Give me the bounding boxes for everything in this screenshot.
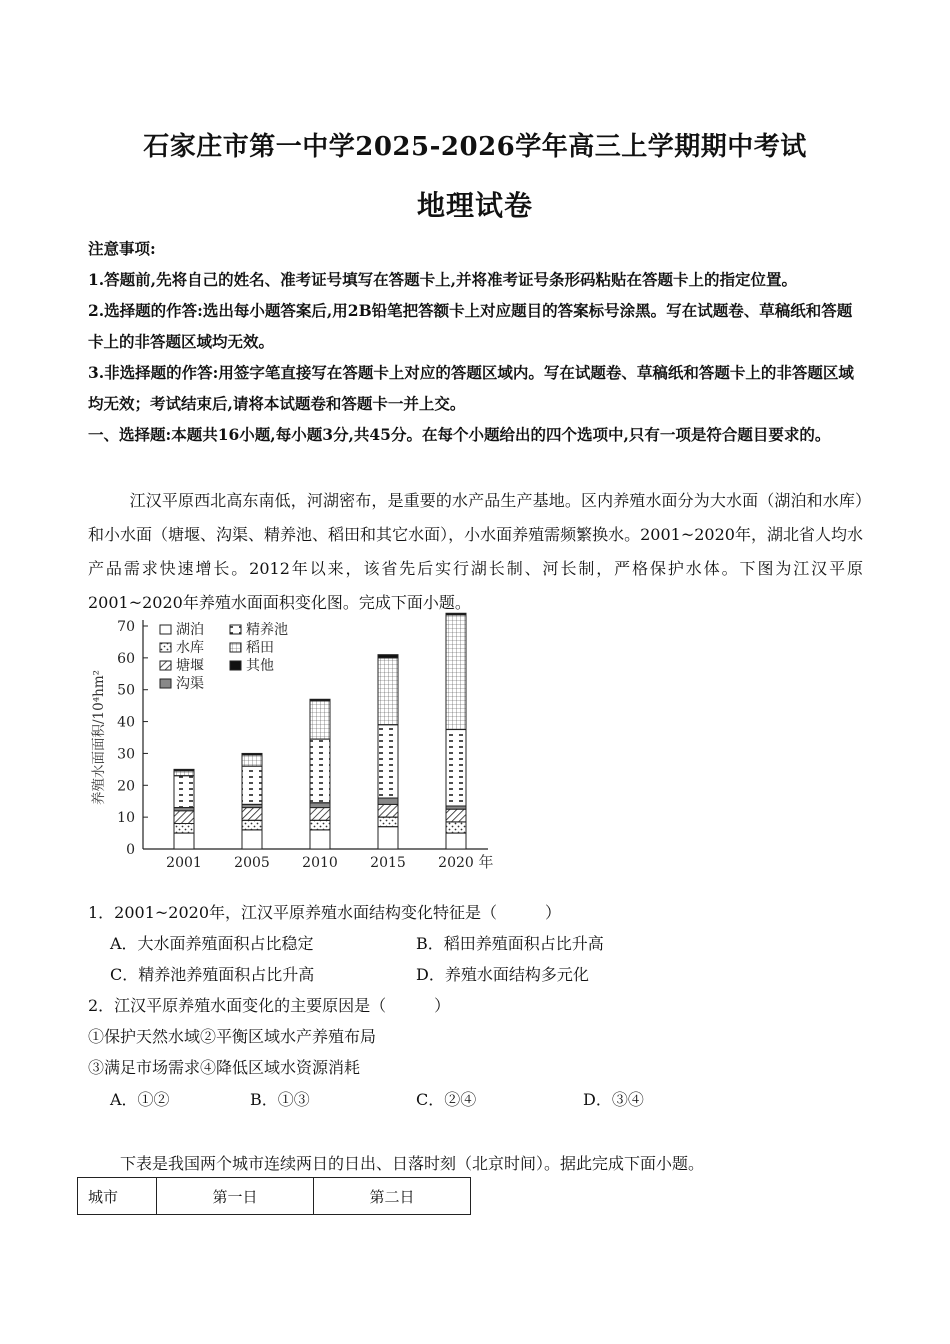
- bar-segment: [242, 808, 262, 821]
- x-tick-label: 2015: [370, 855, 406, 871]
- y-axis: [90, 619, 488, 858]
- passage-2: 下表是我国两个城市连续两日的日出、日落时刻（北京时间）。据此完成下面小题。: [120, 1154, 705, 1173]
- bar-segment: [446, 809, 466, 822]
- legend-label: 湖泊: [176, 622, 204, 638]
- legend-label: 稻田: [246, 640, 274, 656]
- y-tick-label: 0: [126, 842, 135, 858]
- sunrise-sunset-table: [77, 1177, 471, 1215]
- bar-segment: [446, 613, 466, 615]
- y-tick-label: 70: [117, 619, 135, 635]
- legend-swatch: [160, 679, 171, 688]
- bar-segment: [378, 655, 398, 658]
- bar-segment: [174, 833, 194, 849]
- y-tick-label: 40: [117, 714, 135, 731]
- bar-segment: [242, 820, 262, 830]
- note-item-3: 3.非选择题的作答:用签字笔直接写在答题卡上对应的答题区域内。写在试题卷、草稿纸和答题卡上的非答题区域均无效；考试结束后,请将本试题卷和答题卡一并上交。: [88, 363, 854, 413]
- notes-heading: 注意事项:: [88, 239, 156, 258]
- x-axis-label: 年: [478, 853, 494, 871]
- x-tick-label: 2010: [302, 855, 338, 871]
- y-tick-label: 50: [117, 682, 135, 699]
- legend-label: 水库: [176, 640, 204, 656]
- q2-line-1: ①保护天然水域②平衡区域水产养殖布局: [88, 1027, 377, 1046]
- q2-line-2: ③满足市场需求④降低区域水资源消耗: [88, 1058, 361, 1077]
- bar-group: [166, 613, 493, 871]
- bar-segment: [446, 833, 466, 849]
- section-instruction: 一、选择题:本题共16小题,每小题3分,共45分。在每个小题给出的四个选项中,只有一项是符合题目要求的。: [88, 425, 831, 444]
- legend-swatch: [160, 625, 171, 634]
- bar-segment: [310, 699, 330, 701]
- bar-segment: [310, 739, 330, 803]
- bar-segment: [242, 830, 262, 849]
- q2-option-d: D．③④: [583, 1090, 644, 1109]
- bar-segment: [378, 827, 398, 849]
- aquaculture-area-chart: [88, 612, 508, 874]
- bar-segment: [174, 771, 194, 776]
- legend-label: 精养池: [246, 622, 288, 638]
- legend-swatch: [230, 643, 241, 652]
- bar-segment: [242, 766, 262, 804]
- bar-segment: [378, 725, 398, 798]
- x-tick-label: 2001: [166, 855, 202, 871]
- bar-segment: [378, 804, 398, 817]
- note-item-2: 2.选择题的作答:选出每小题答案后,用2B铅笔把答额卡上对应题目的答案标号涂黑。写在试题卷、草稿纸和答题卡上的非答题区域均无效。: [88, 301, 853, 351]
- y-tick-label: 20: [117, 778, 135, 795]
- bar-segment: [310, 803, 330, 808]
- q1-option-d: D．养殖水面结构多元化: [416, 965, 589, 984]
- q2-option-b: B．①③: [250, 1090, 310, 1109]
- bar-segment: [242, 755, 262, 766]
- bar-segment: [174, 776, 194, 808]
- legend-swatch: [230, 625, 241, 634]
- bar-segment: [378, 798, 398, 804]
- q1-option-c: C．精养池养殖面积占比升高: [110, 965, 315, 984]
- bar-segment: [174, 811, 194, 824]
- bar-segment: [310, 701, 330, 739]
- bar-segment: [310, 820, 330, 830]
- exam-title: 石家庄市第一中学2025-2026学年高三上学期期中考试: [143, 132, 807, 162]
- table-header-day1: 第一日: [157, 1178, 314, 1215]
- q1-option-a: A．大水面养殖面积占比稳定: [110, 934, 314, 953]
- bar-segment: [446, 730, 466, 806]
- bar-segment: [174, 769, 194, 771]
- legend-label: 其他: [246, 658, 274, 674]
- q1-option-b: B．稻田养殖面积占比升高: [416, 934, 604, 953]
- y-tick-label: 60: [117, 650, 135, 667]
- y-tick-label: 10: [117, 810, 135, 827]
- table-header-city: 城市: [78, 1178, 157, 1215]
- bar-segment: [242, 753, 262, 755]
- legend-swatch: [160, 643, 171, 652]
- bar-segment: [446, 615, 466, 730]
- question-2-stem: 2．江汉平原养殖水面变化的主要原因是（ ）: [88, 996, 451, 1015]
- bar-segment: [446, 822, 466, 833]
- y-axis-label: 养殖水面面积/10⁴hm²: [91, 669, 107, 806]
- q2-option-a: A．①②: [110, 1090, 170, 1109]
- legend-label: 沟渠: [176, 676, 204, 692]
- y-tick-label: 30: [117, 746, 135, 763]
- bar-segment: [174, 824, 194, 834]
- q2-option-c: C．②④: [416, 1090, 477, 1109]
- exam-subtitle: 地理试卷: [416, 189, 533, 222]
- x-tick-label: 2005: [234, 855, 270, 871]
- passage-1: 江汉平原西北高东南低，河湖密布，是重要的水产品生产基地。区内养殖水面分为大水面（湖泊和水库）和小水面（塘堰、沟渠、精养池、稻田和其它水面），小水面养殖需频繁换水。2001~2020年，湖北省人均水产品需求快速增长。2012年以来，该省先后实行湖长制、河长制，严格保护水体。下图为江汉平原2001~2020年养殖水面面积变化图。完成下面小题。: [88, 491, 863, 612]
- bar-segment: [310, 808, 330, 821]
- bar-segment: [310, 830, 330, 849]
- legend-swatch: [230, 661, 241, 670]
- legend-swatch: [160, 661, 171, 670]
- table-header-day2: 第二日: [314, 1178, 471, 1215]
- x-tick-label: 2020: [438, 855, 474, 871]
- legend-label: 塘堰: [176, 658, 204, 674]
- table-header-row: [78, 1178, 471, 1215]
- note-item-1: 1.答题前,先将自己的姓名、准考证号填写在答题卡上,并将准考证号条形码粘贴在答题卡上的指定位置。: [88, 270, 797, 289]
- question-1-stem: 1．2001~2020年，江汉平原养殖水面结构变化特征是（ ）: [88, 903, 562, 922]
- bar-segment: [378, 817, 398, 827]
- legend: [160, 621, 288, 692]
- bar-segment: [378, 658, 398, 725]
- notes-block: [88, 233, 858, 450]
